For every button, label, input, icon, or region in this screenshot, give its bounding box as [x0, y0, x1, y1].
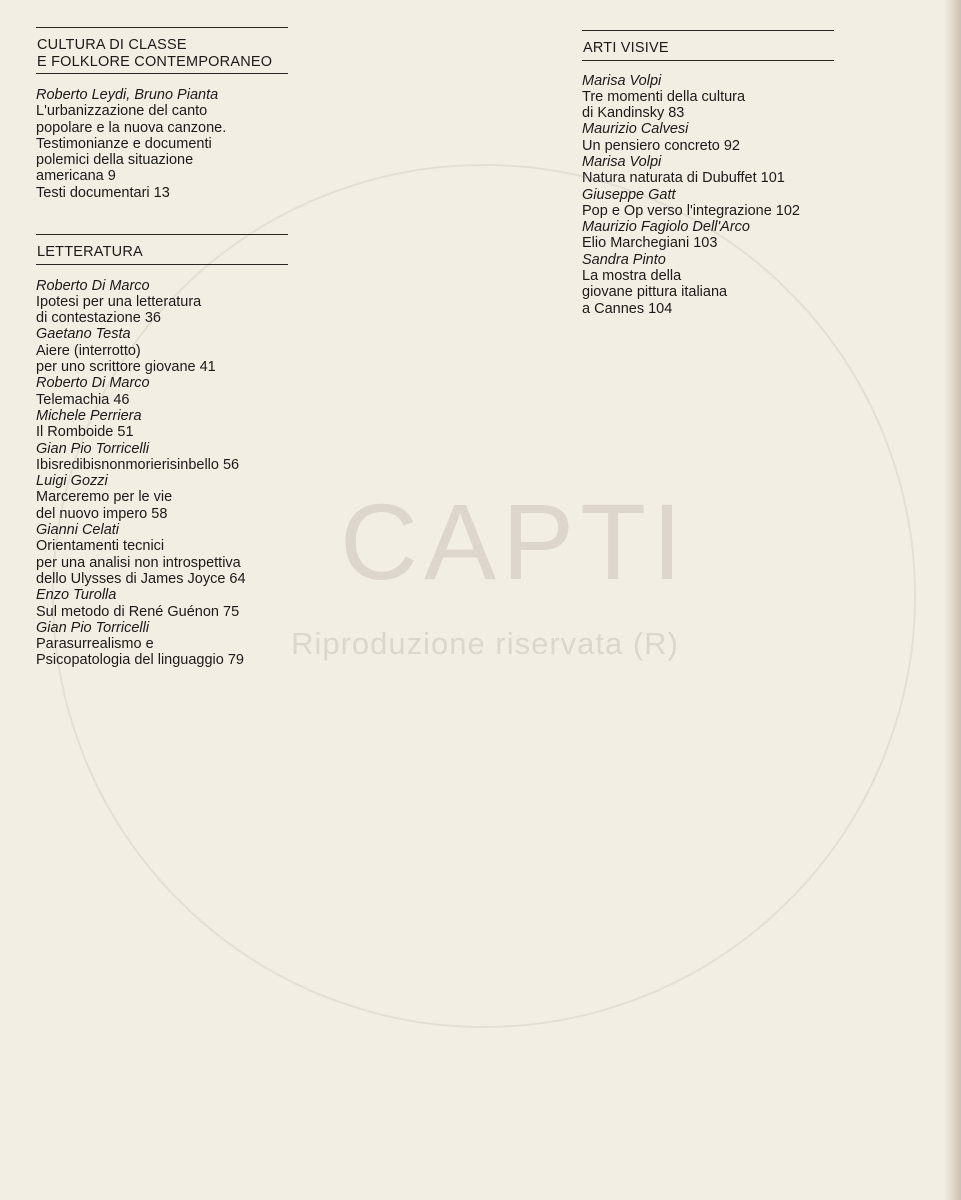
entry-title-line: Ipotesi per una letteratura — [36, 293, 202, 310]
toc-entry — [36, 375, 288, 408]
entry-title-line: del nuovo impero 58 — [36, 505, 168, 522]
section-title-line: CULTURA DI CLASSE — [37, 37, 187, 53]
toc-entries — [582, 73, 834, 317]
entry-author: Marisa Volpi — [582, 153, 662, 170]
toc-entry — [582, 121, 834, 154]
toc-entry — [36, 587, 288, 620]
toc-entry — [36, 441, 288, 474]
entry-author: Roberto Di Marco — [36, 277, 150, 294]
entry-title-line: dello Ulysses di James Joyce 64 — [36, 570, 246, 587]
entry-title-line: Orientamenti tecnici — [36, 538, 165, 555]
entry-author: Roberto Di Marco — [36, 375, 150, 392]
entry-author: Enzo Turolla — [36, 587, 117, 604]
section-title — [36, 28, 288, 73]
page-edge-shadow — [943, 0, 961, 1200]
entry-author: Maurizio Fagiolo Dell'Arco — [582, 219, 750, 236]
toc-entry — [582, 252, 834, 317]
entry-author: Gaetano Testa — [36, 326, 131, 343]
entry-author: Gianni Celati — [36, 522, 120, 539]
entry-author: Roberto Leydi, Bruno Pianta — [36, 87, 219, 103]
entry-title-line: giovane pittura italiana — [582, 284, 728, 301]
entry-title-line: popolare e la nuova canzone. — [36, 119, 227, 136]
watermark-caption: Riproduzione riservata (R) — [291, 626, 679, 661]
entry-title-line: americana 9 — [36, 168, 116, 185]
entry-author: Sandra Pinto — [582, 251, 666, 268]
toc-entries — [36, 278, 288, 669]
toc-entry — [36, 326, 288, 375]
left-column — [36, 27, 288, 669]
toc-entry — [582, 154, 834, 187]
section-title-line: E FOLKLORE CONTEMPORANEO — [37, 53, 273, 70]
entry-title-line: La mostra della — [582, 268, 682, 285]
entry-author: Maurizio Calvesi — [582, 121, 689, 138]
toc-entry — [582, 219, 834, 252]
toc-entries — [36, 87, 288, 201]
toc-entry — [582, 187, 834, 220]
entry-title-line: Il Romboide 51 — [36, 424, 134, 441]
entry-author: Gian Pio Torricelli — [36, 619, 150, 636]
entry-title-line: Tre momenti della cultura — [582, 88, 746, 105]
entry-author: Michele Perriera — [36, 407, 142, 424]
entry-title-line: Testimonianze e documenti — [36, 135, 212, 152]
section-title — [582, 31, 834, 60]
entry-title-line: a Cannes 104 — [582, 300, 673, 317]
entry-title-line: Ibisredibisnonmorierisinbello 56 — [36, 456, 240, 473]
entry-title-line: per una analisi non introspettiva — [36, 554, 241, 571]
toc-entry — [36, 278, 288, 327]
toc-entry — [36, 522, 288, 587]
toc-section — [36, 234, 288, 669]
entry-title-line: Marceremo per le vie — [36, 489, 173, 506]
entry-title-line: Parasurrealismo e — [36, 636, 154, 653]
entry-title-line: per uno scrittore giovane 41 — [36, 359, 216, 376]
entry-title-line: di Kandinsky 83 — [582, 105, 685, 122]
entry-title-line: polemici della situazione — [36, 152, 194, 169]
toc-entry — [36, 87, 288, 201]
toc-entry — [582, 73, 834, 122]
section-rule-bottom — [36, 73, 288, 74]
entry-author: Giuseppe Gatt — [582, 186, 676, 203]
entry-title-line: Testi documentari 13 — [36, 184, 170, 201]
toc-section — [582, 30, 834, 317]
toc-entry — [36, 473, 288, 522]
entry-title-line: di contestazione 36 — [36, 310, 161, 327]
entry-title-line: Un pensiero concreto 92 — [582, 137, 740, 154]
entry-author: Gian Pio Torricelli — [36, 440, 150, 457]
section-rule-bottom — [582, 60, 834, 61]
toc-section — [36, 27, 288, 201]
entry-author: Marisa Volpi — [582, 72, 662, 89]
section-title-line: ARTI VISIVE — [583, 40, 669, 56]
entry-title-line: Aiere (interrotto) — [36, 342, 141, 359]
entry-title-line: Elio Marchegiani 103 — [582, 235, 718, 252]
toc-entry — [36, 620, 288, 669]
right-column — [582, 30, 834, 317]
section-title — [36, 235, 288, 264]
toc-entry — [36, 408, 288, 441]
entry-title-line: Sul metodo di René Guénon 75 — [36, 603, 240, 620]
entry-author: Luigi Gozzi — [36, 473, 108, 490]
entry-title-line: Telemachia 46 — [36, 391, 130, 408]
entry-title-line: Natura naturata di Dubuffet 101 — [582, 170, 785, 187]
watermark-logo: CAPTI — [340, 481, 689, 602]
entry-title-line: Pop e Op verso l'integrazione 102 — [582, 202, 800, 219]
entry-title-line: Psicopatologia del linguaggio 79 — [36, 652, 244, 669]
section-rule-bottom — [36, 264, 288, 265]
entry-title-line: L'urbanizzazione del canto — [36, 103, 208, 120]
section-title-line: LETTERATURA — [37, 244, 143, 261]
